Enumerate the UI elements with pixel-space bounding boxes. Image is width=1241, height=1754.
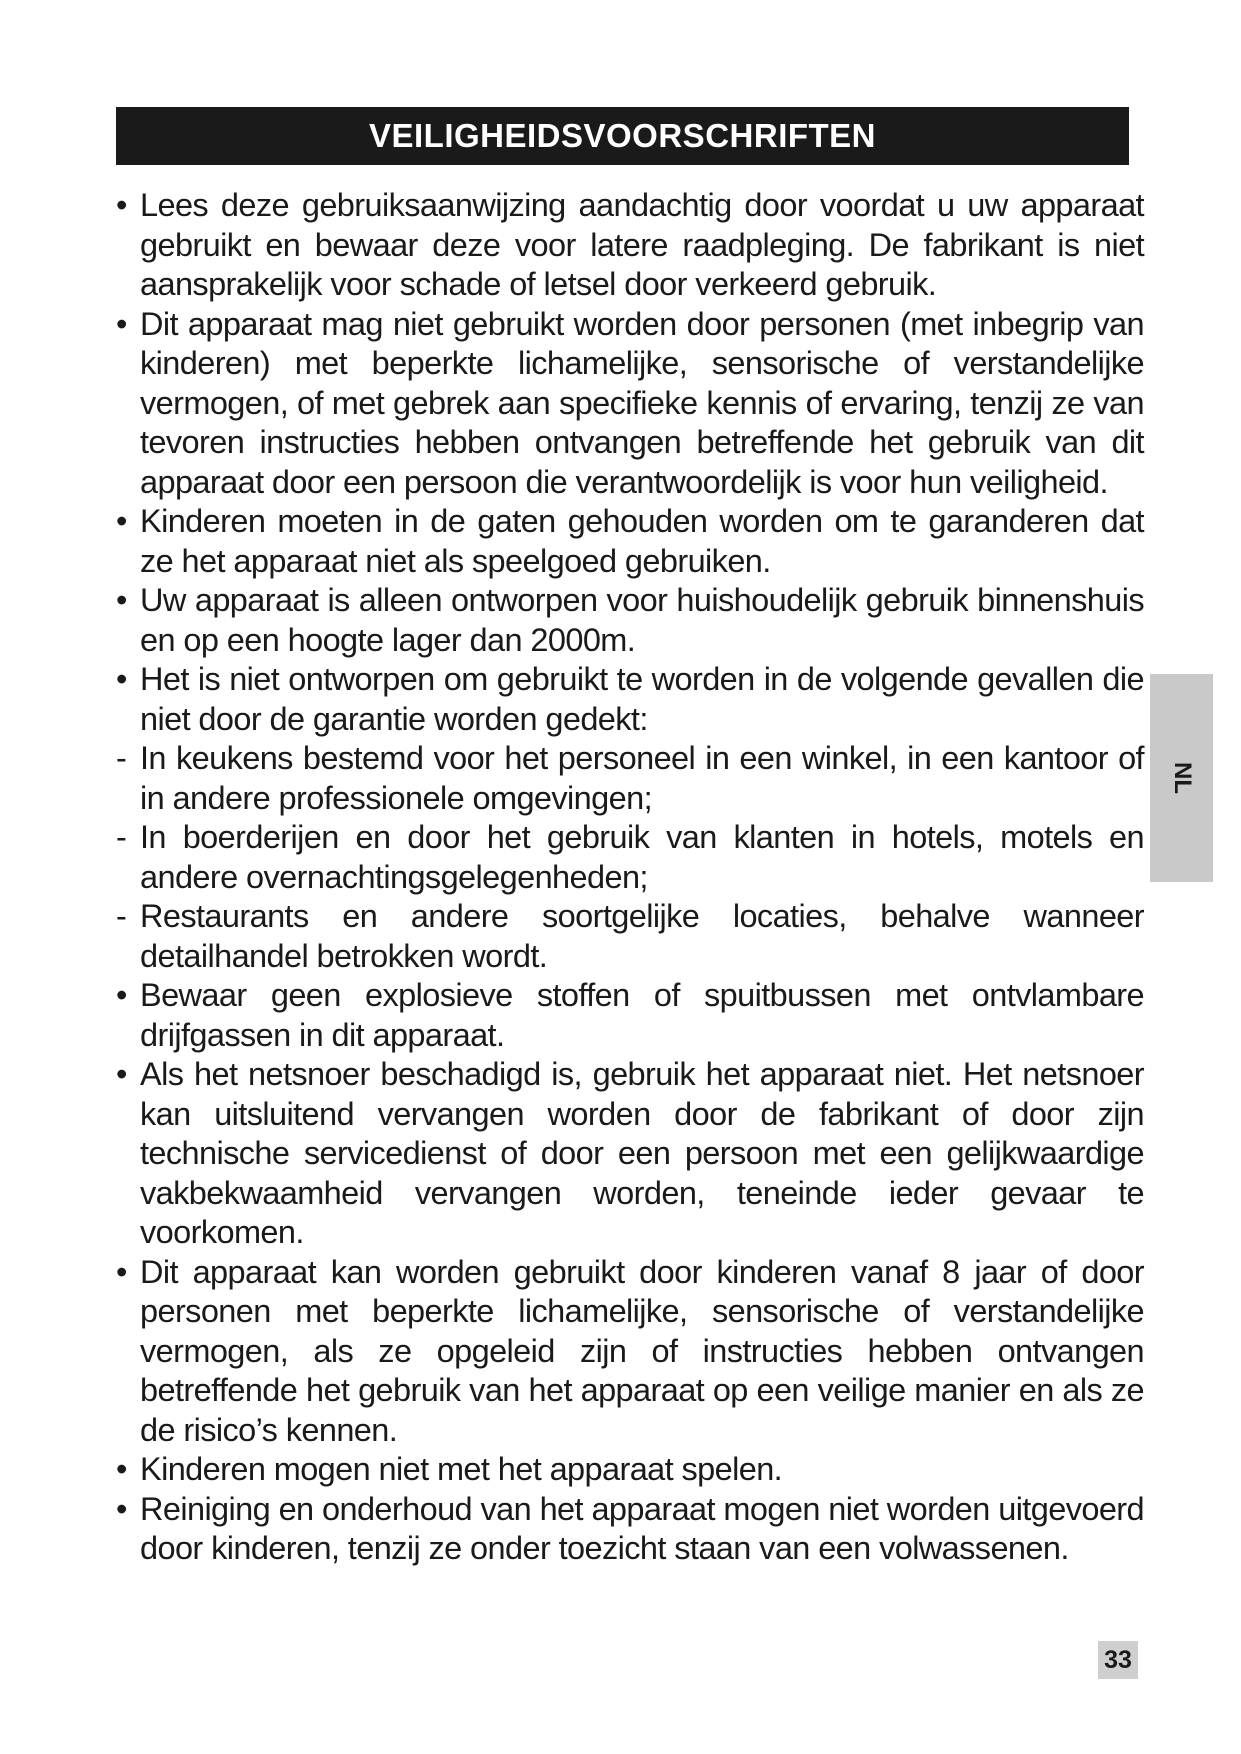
dash-marker: -: [116, 740, 127, 776]
list-item: [116, 976, 1144, 1055]
bullet-marker: •: [116, 1253, 127, 1290]
list-item-text: Kinderen mogen niet met het apparaat spelen.: [140, 1451, 783, 1487]
list-item: [116, 739, 1144, 818]
list-item-text: Als het netsnoer beschadigd is, gebruik het apparaat niet. Het netsnoer kan uitsluitend vervangen worden door de fabrikant of door zijn technische servicedienst of door een persoon met een gelijkwaardige vakbekwaamheid vervangen worden, teneinde ieder gevaar te voorkomen.: [140, 1056, 1144, 1250]
list-item: [116, 502, 1144, 581]
list-item: [116, 186, 1144, 305]
bullet-marker: •: [116, 661, 127, 697]
dash-marker: -: [116, 898, 127, 934]
list-item-text: Dit apparaat kan worden gebruikt door kinderen vanaf 8 jaar of door personen met beperkte lichamelijke, sensorische of verstandelijke vermogen, als ze opgeleid zijn of instructies hebben ontvangen betreffende het gebruik van het apparaat op een veilige manier en als ze de risico’s kennen.: [140, 1253, 1144, 1448]
bullet-marker: •: [116, 977, 127, 1013]
bullet-marker: •: [116, 582, 127, 618]
bullet-marker: •: [116, 187, 127, 223]
section-title-bar: [116, 107, 1129, 165]
list-item-text: In boerderijen en door het gebruik van klanten in hotels, motels en andere overnachtingsgelegenheden;: [140, 819, 1144, 895]
bullet-marker: •: [116, 1451, 127, 1487]
page-number: 33: [1098, 1641, 1138, 1679]
language-tab-label: NL: [1168, 762, 1196, 794]
list-item-text: Reiniging en onderhoud van het apparaat mogen niet worden uitgevoerd door kinderen, tenzij ze onder toezicht staan van een volwassenen.: [140, 1490, 1144, 1566]
list-item-text: Kinderen moeten in de gaten gehouden worden om te garanderen dat ze het apparaat niet als speelgoed gebruiken.: [140, 503, 1144, 579]
list-item-text: Dit apparaat mag niet gebruikt worden door personen (met inbegrip van kinderen) met beperkte lichamelijke, sensorische of verstandelijke vermogen, of met gebrek aan specifieke kennis of ervaring, tenzij ze van tevoren instructies hebben ontvangen betreffende het gebruik van dit apparaat door een persoon die verantwoordelijk is voor hun veiligheid.: [140, 305, 1144, 500]
list-item: [116, 818, 1144, 897]
bullet-marker: •: [116, 1056, 127, 1092]
list-item: [116, 1253, 1144, 1451]
list-item: [116, 897, 1144, 976]
list-item-text: In keukens bestemd voor het personeel in een winkel, in een kantoor of in andere professionele omgevingen;: [140, 740, 1144, 816]
list-item: [116, 1055, 1144, 1253]
bullet-marker: •: [116, 305, 127, 342]
dash-marker: -: [116, 819, 127, 855]
bullet-marker: •: [116, 1490, 127, 1527]
list-item-text: Uw apparaat is alleen ontworpen voor huishoudelijk gebruik binnenshuis en op een hoogte lager dan 2000m.: [140, 582, 1144, 658]
list-item-text: Restaurants en andere soortgelijke locaties, behalve wanneer detailhandel betrokken wordt.: [140, 898, 1144, 974]
list-item-text: Lees deze gebruiksaanwijzing aandachtig door voordat u uw apparaat gebruikt en bewaar deze voor latere raadpleging. De fabrikant is niet aansprakelijk voor schade of letsel door verkeerd gebruik.: [140, 187, 1144, 302]
section-title: VEILIGHEIDSVOORSCHRIFTEN: [368, 117, 877, 154]
list-item: [116, 1490, 1144, 1569]
list-item: [116, 581, 1144, 660]
language-tab: [1150, 674, 1213, 882]
bullet-marker: •: [116, 503, 127, 539]
list-item: [116, 1450, 1144, 1490]
list-item: [116, 660, 1144, 739]
list-item: [116, 305, 1144, 503]
list-item-text: Het is niet ontworpen om gebruikt te worden in de volgende gevallen die niet door de garantie worden gedekt:: [140, 661, 1144, 737]
safety-instructions-list: [116, 186, 1144, 1569]
list-item-text: Bewaar geen explosieve stoffen of spuitbussen met ontvlambare drijfgassen in dit apparaat.: [140, 977, 1144, 1053]
